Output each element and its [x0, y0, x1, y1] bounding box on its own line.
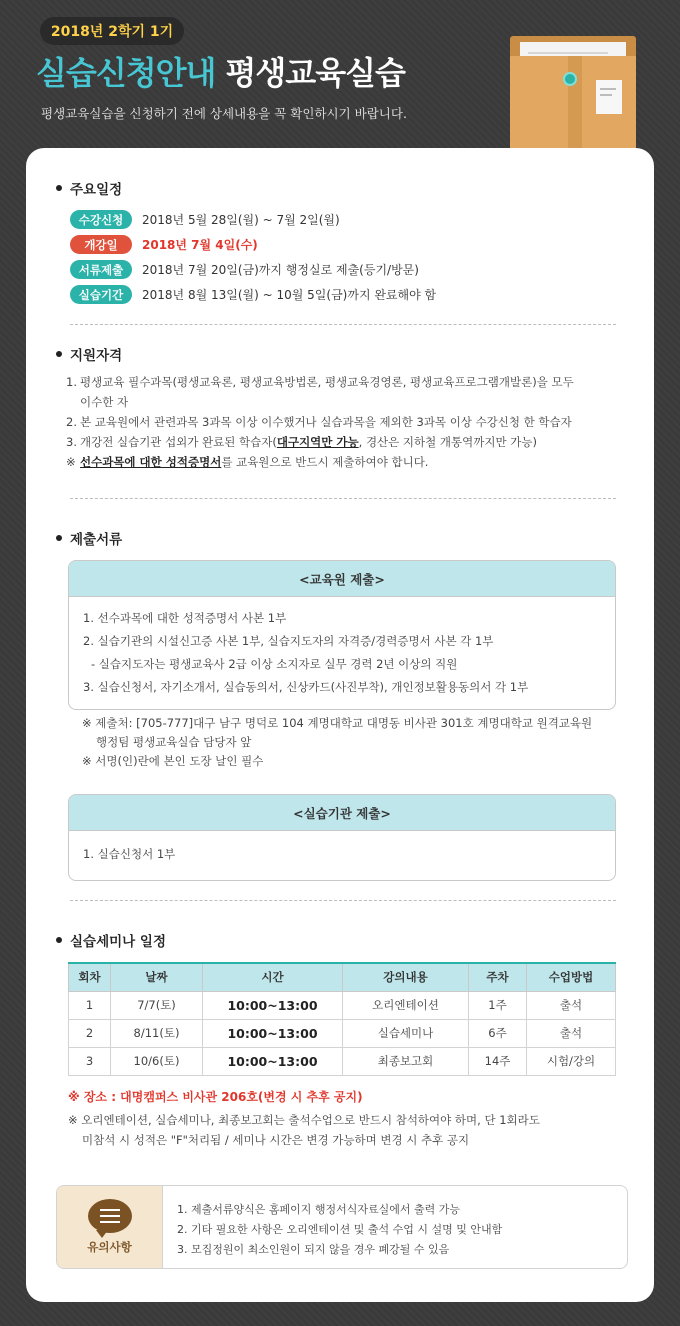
caution-box: [56, 1185, 628, 1269]
list-item: 2. 실습기관의 시설신고증 사본 1부, 실습지도자의 자격증/경력증명서 사본 각 1부: [83, 634, 494, 648]
header-description: 평생교육실습을 신청하기 전에 상세내용을 꼭 확인하시기 바랍니다.: [41, 106, 407, 121]
schedule-row: [70, 210, 616, 229]
table-row: 3 10/6(토) 10:00~13:00 최종보고회 14주 시험/강의: [69, 1047, 616, 1075]
list-item: 2. 기타 필요한 사항은 오리엔테이션 및 출석 수업 시 설명 및 안내함: [177, 1223, 503, 1236]
seminar-title: 실습세미나 일정: [70, 934, 166, 950]
schedule-row: [70, 235, 616, 254]
edu-submission-head: <교육원 제출>: [69, 561, 615, 597]
bullet-icon: [56, 185, 62, 191]
schedule-label: 수강신청: [70, 210, 132, 229]
schedule-label: 개강일: [70, 235, 132, 254]
schedule-section: [56, 178, 616, 310]
column-header: 강의내용: [343, 963, 469, 991]
documents-title: 제출서류: [70, 532, 123, 548]
list-item: 1. 실습신청서 1부: [83, 847, 176, 861]
column-header: 수업방법: [527, 963, 616, 991]
schedule-text: 2018년 5월 28일(월) ~ 7월 2일(월): [142, 213, 340, 227]
table-row: 2 8/11(토) 10:00~13:00 실습세미나 6주 출석: [69, 1019, 616, 1047]
divider: [70, 498, 616, 499]
schedule-title: 주요일정: [70, 182, 123, 198]
list-item: 3. 모집정원이 최소인원이 되지 않을 경우 폐강될 수 있음: [177, 1243, 450, 1256]
edu-submission-box: [68, 560, 616, 710]
caution-list: [163, 1186, 516, 1268]
schedule-text: 2018년 7월 4일(수): [142, 238, 258, 252]
bullet-icon: [56, 351, 62, 357]
schedule-text: 2018년 8월 13일(월) ~ 10월 5일(금)까지 완료해야 함: [142, 288, 437, 302]
list-item: 1. 선수과목에 대한 성적증명서 사본 1부: [83, 611, 287, 625]
column-header: 회차: [69, 963, 111, 991]
edu-notes: ※ 제출처: [705-777]대구 남구 명덕로 104 계명대학교 대명동 비사관 301호 계명대학교 원격교육원 행정팀 평생교육실습 담당자 앞 ※ 서명(인)란에 본인 도장 날인 필수: [82, 716, 593, 768]
qualification-title: 지원자격: [70, 348, 123, 364]
qualification-list: 1. 평생교육 필수과목(평생교육론, 평생교육방법론, 평생교육경영론, 평생교육프로그램개발론)을 모두 이수한 자 2. 본 교육원에서 관련과목 3과목 이상 이수했거나 실습과목을 제외한 3과목 이상 수강신청 한 학습자 3. 개강전 실습기관 섭외가 완료된 학습자(대구지역만 가능, 경산은 지하철 개통역까지만 가능) ※ 선수과목에 대한 성적증명서를 교육원으로 반드시 제출하여야 합니다.: [66, 375, 574, 469]
title-main: 실습신청안내: [36, 54, 216, 92]
seminar-section: [56, 930, 616, 950]
qualification-section: [56, 344, 616, 472]
speech-bubble-icon: [88, 1199, 132, 1233]
seminar-table: [68, 962, 616, 1076]
bullet-icon: [56, 535, 62, 541]
schedule-row: [70, 285, 616, 304]
envelope-illustration: [510, 28, 636, 148]
list-item: 1. 제출서류양식은 홈페이지 행정서식자료실에서 출력 가능: [177, 1203, 460, 1216]
seminar-note: ※ 오리엔테이션, 실습세미나, 최종보고회는 출석수업으로 반드시 참석하여야 하며, 단 1회라도 미참석 시 성적은 "F"처리됨 / 세미나 시간은 변경 가능하며 변경 시 추후 공지: [68, 1113, 540, 1147]
schedule-text: 2018년 7월 20일(금)까지 행정실로 제출(등기/방문): [142, 263, 419, 277]
title-sub: 평생교육실습: [225, 54, 405, 92]
column-header: 날짜: [111, 963, 203, 991]
table-row: 1 7/7(토) 10:00~13:00 오리엔테이션 1주 출석: [69, 991, 616, 1019]
documents-section: [56, 528, 616, 548]
schedule-row: [70, 260, 616, 279]
divider: [70, 324, 616, 325]
schedule-label: 서류제출: [70, 260, 132, 279]
column-header: 시간: [203, 963, 343, 991]
content-card: [26, 148, 654, 1302]
institution-submission-head: <실습기관 제출>: [69, 795, 615, 831]
schedule-label: 실습기간: [70, 285, 132, 304]
list-item: 3. 실습신청서, 자기소개서, 실습동의서, 신상카드(사진부착), 개인정보활용동의서 각 1부: [83, 680, 529, 694]
list-item: - 실습지도자는 평생교육사 2급 이상 소지자로 실무 경력 2년 이상의 직원: [91, 657, 458, 671]
divider: [70, 900, 616, 901]
semester-badge: 2018년 2학기 1기: [40, 17, 184, 45]
institution-submission-box: [68, 794, 616, 881]
bullet-icon: [56, 937, 62, 943]
column-header: 주차: [469, 963, 527, 991]
seminar-place: ※ 장소 : 대명캠퍼스 비사관 206호(변경 시 추후 공지): [68, 1090, 363, 1104]
page-title: [36, 48, 405, 94]
caution-label: 유의사항: [87, 1240, 132, 1254]
